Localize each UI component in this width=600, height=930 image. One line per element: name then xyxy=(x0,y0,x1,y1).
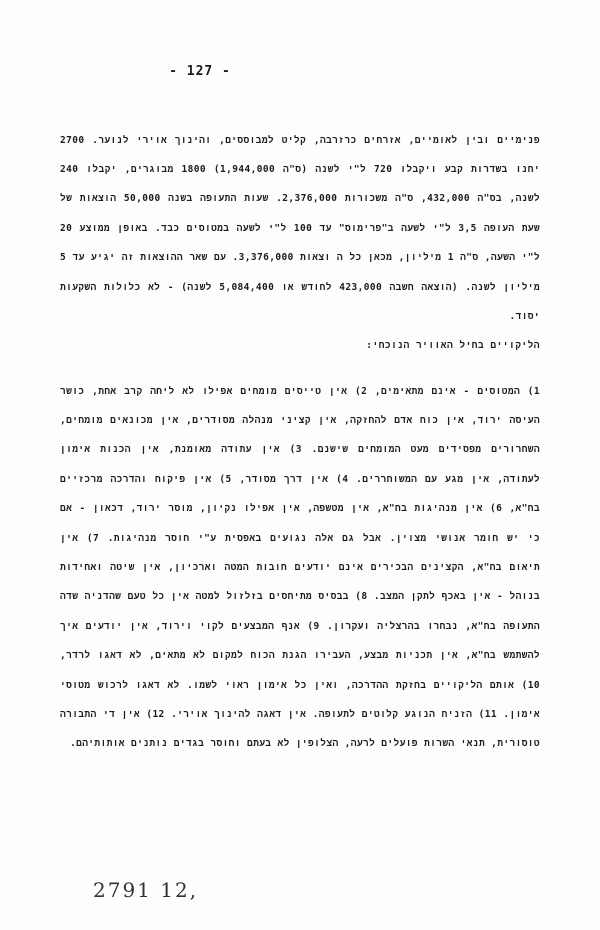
paragraph-deficiencies: 1) המטוסים - אינם מתאימים, 2) אין טייסים מומחים אפילו לא ליחה קרב אחת, כושר העיסה ירוד, אין כוח אדם להחזקה, אין קציני מנהלה מסודרים, אין מכונאים מומחים, השחרורים מפסידים מעט המומחים שישנם. 3) אין עתודה מאומנת, אין הכנות אימון לעתודה, אין מגע עם המשוחררים. 4) אין דרך מסודר, 5) אין פיקוח והדרכה מרכזיים בח"א, 6) אין מנהיגות בח"א, אין מטשפה, אין אפילו נקיון, מוסר ירוד, דכאון - אם כי יש חומר אנושי מצוין. אבל גם אלה נגועים באפסית ע"י חוסר מנהיגות. 7) אין תיאום בח"א, הקצינים הבכירים אינם יודעים חובות המטה וארכיון, אין שיטה ואחידות בנוהל - אין באכף לתקן המצב. 8) בבסיס מתיחסים בזלזול למטה אין כל טעם שהדניה שדה התעופה בח"א, נבחרו בהרצליה ועקרון. 9) אנף המבצעים לקוי וירוד, אין יודעים איך להשתמש בח"א, אין תכניות מבצע, העבירו הגנת הכוח למקום לא מתאים, לא דאגו לרדר, 10) אותם הליקויים בחזקת ההדרכה, ואין כל אימון ראוי לשמו. לא דאגו לרכוש מטוסי אימון. 11) הזניח הנוגע קלוטים לתעופה. אין דאגה להינוך אוירי. 12) אין די התבורה טוסורית, תנאי השרות פועלים לרעה, הצלופין לא בעתם וחוסר בגדים נותנים אותותיהם. xyxy=(60,385,541,750)
archive-handwritten-number: 2791 12, xyxy=(93,878,199,902)
section-heading: הליקויים בחיל האוויר הנוכחי: xyxy=(366,340,540,351)
page-number: - 127 - xyxy=(169,64,231,79)
paragraph-budget: פנימיים ובין לאומיים, אזרחים כרזרבה, קליט למבוססים, והינוך אוירי לנוער. 2700 יחנו בשדרות קבע ויקבלו 720 ל"י לשנה (ס"ה 1,944,000) 1800 מבוגרים, יקבלו 240 לשנה, בס"ה 432,000, ס"ה משכורות 2,376,000. שעות התעופה בשנה 50,000 הוצאות של שעת העופה 3,5 ל"י לשעה ב"פרימוס" עד 100 ל"י לשעה במטוסים כבד. באופן ממוצע 20 ל"י השעה, ס"ה 1 מיליון, מכאן כל ה וצאות 3,376,000. עם שאר ההוצאות זה יגיע עד 5 מיליון לשנה. (הוצאה חשבה 423,000 לחודש או 5,084,400 לשנה) - לא כלולות השקעות יסוד. xyxy=(60,134,541,322)
